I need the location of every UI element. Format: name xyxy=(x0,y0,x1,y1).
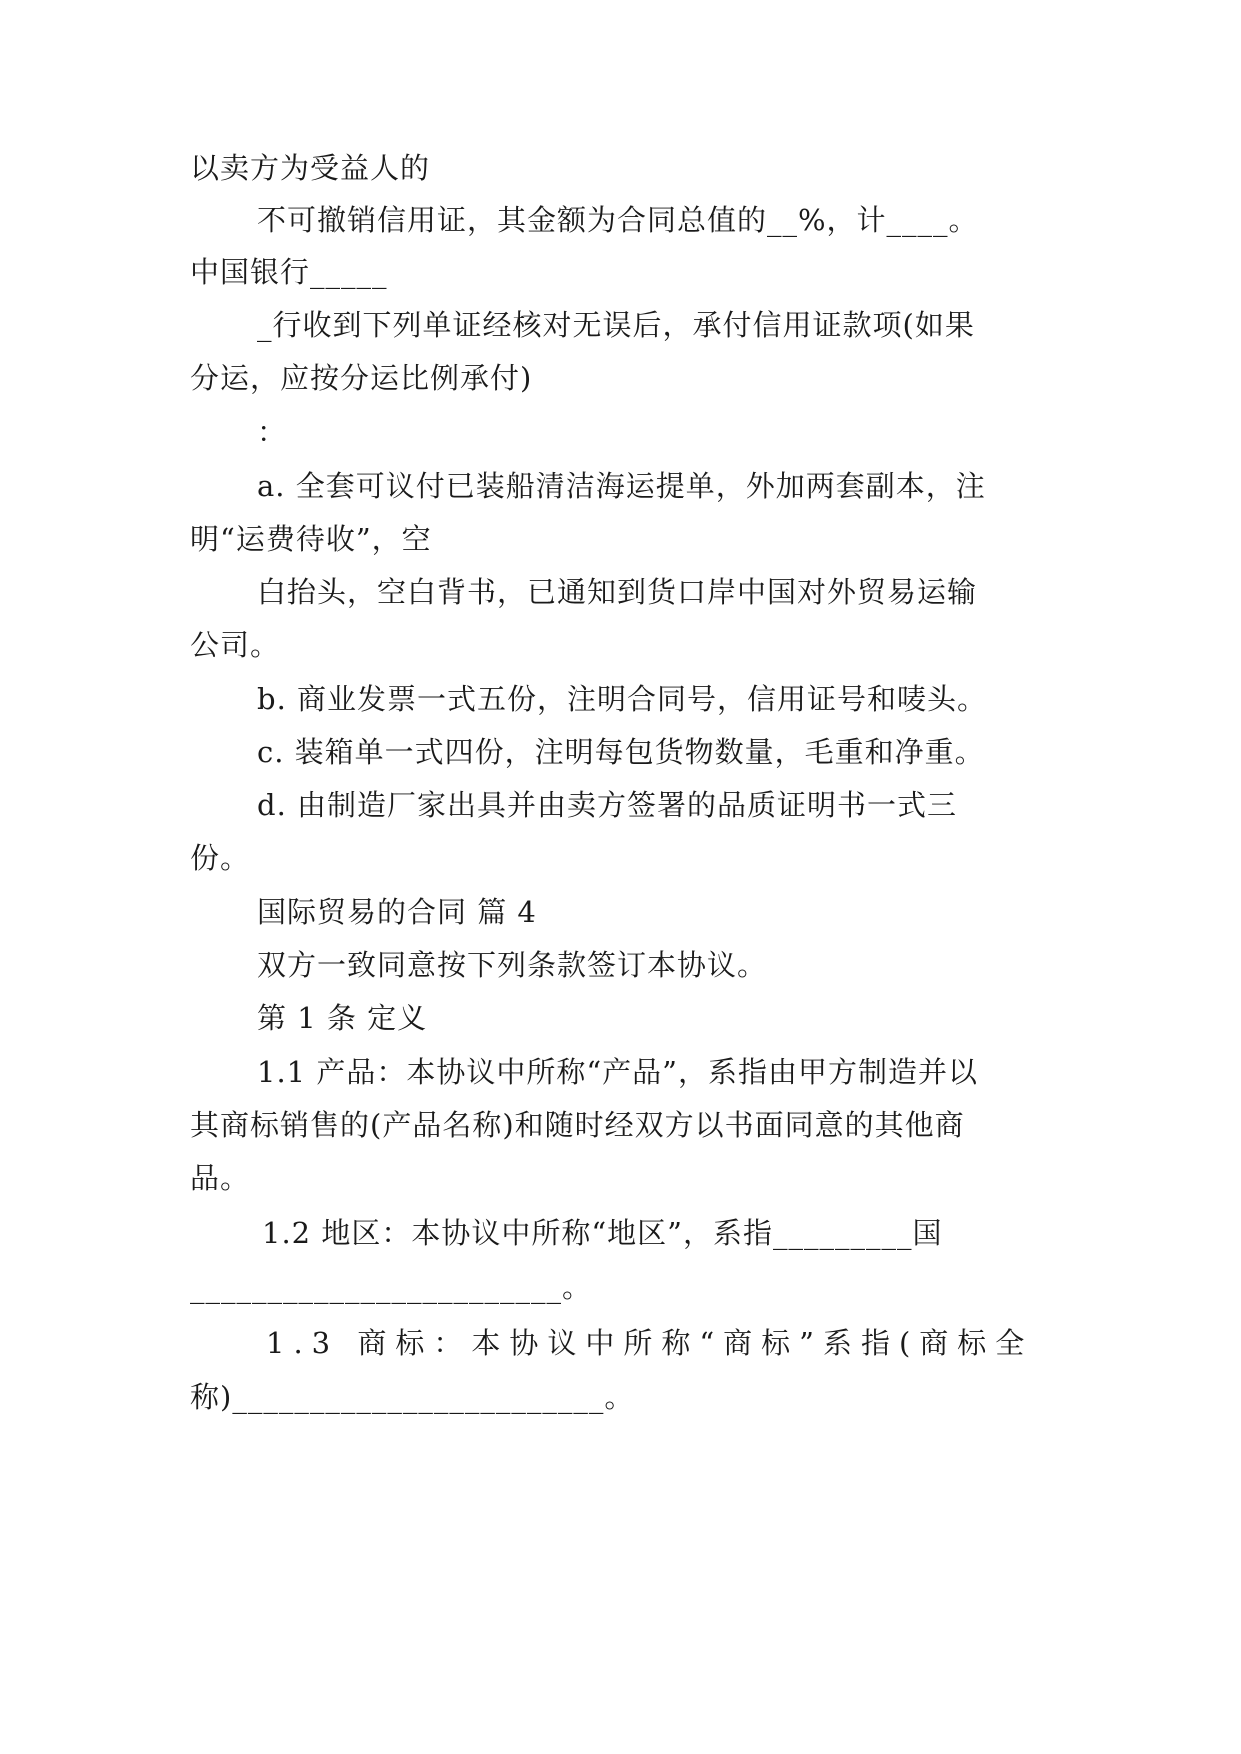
text-line: 不可撤销信用证，其金额为合同总值的__%，计____。 xyxy=(257,203,979,237)
text-line: c. 装箱单一式四份，注明每包货物数量，毛重和净重。 xyxy=(257,735,985,769)
text-line: ： xyxy=(257,415,288,449)
text-line: ________________________。 xyxy=(190,1270,593,1304)
text-line: 白抬头，空白背书，已通知到货口岸中国对外贸易运输 xyxy=(257,575,978,609)
text-line: 分运，应按分运比例承付) xyxy=(190,361,533,395)
text-line: 称)________________________。 xyxy=(190,1380,635,1414)
text-line: 中国银行_____ xyxy=(190,255,388,289)
text-line: d. 由制造厂家出具并由卖方签署的品质证明书一式三 xyxy=(257,788,958,822)
section-heading: 国际贸易的合同 篇 4 xyxy=(257,895,537,929)
text-line: 公司。 xyxy=(190,628,281,662)
article-heading: 第 1 条 定义 xyxy=(257,1001,428,1035)
text-line: 明“运费待收”，空 xyxy=(190,522,432,556)
text-line: 1.3 商标：本协议中所称“商标”系指(商标全 xyxy=(266,1326,1034,1360)
text-line: b. 商业发票一式五份，注明合同号，信用证号和唛头。 xyxy=(257,682,988,716)
text-line: _行收到下列单证经核对无误后，承付信用证款项(如果 xyxy=(257,308,975,342)
text-line: a. 全套可议付已装船清洁海运提单，外加两套副本，注 xyxy=(257,469,986,503)
text-line: 份。 xyxy=(190,841,251,875)
text-line: 1.2 地区：本协议中所称“地区”，系指_________国 xyxy=(262,1216,943,1250)
text-line: 以卖方为受益人的 xyxy=(190,151,431,185)
text-line: 其商标销售的(产品名称)和随时经双方以书面同意的其他商 xyxy=(190,1108,965,1142)
text-line: 1.1 产品：本协议中所称“产品”，系指由甲方制造并以 xyxy=(257,1055,978,1089)
text-line: 双方一致同意按下列条款签订本协议。 xyxy=(257,948,768,982)
text-line: 品。 xyxy=(190,1161,251,1195)
